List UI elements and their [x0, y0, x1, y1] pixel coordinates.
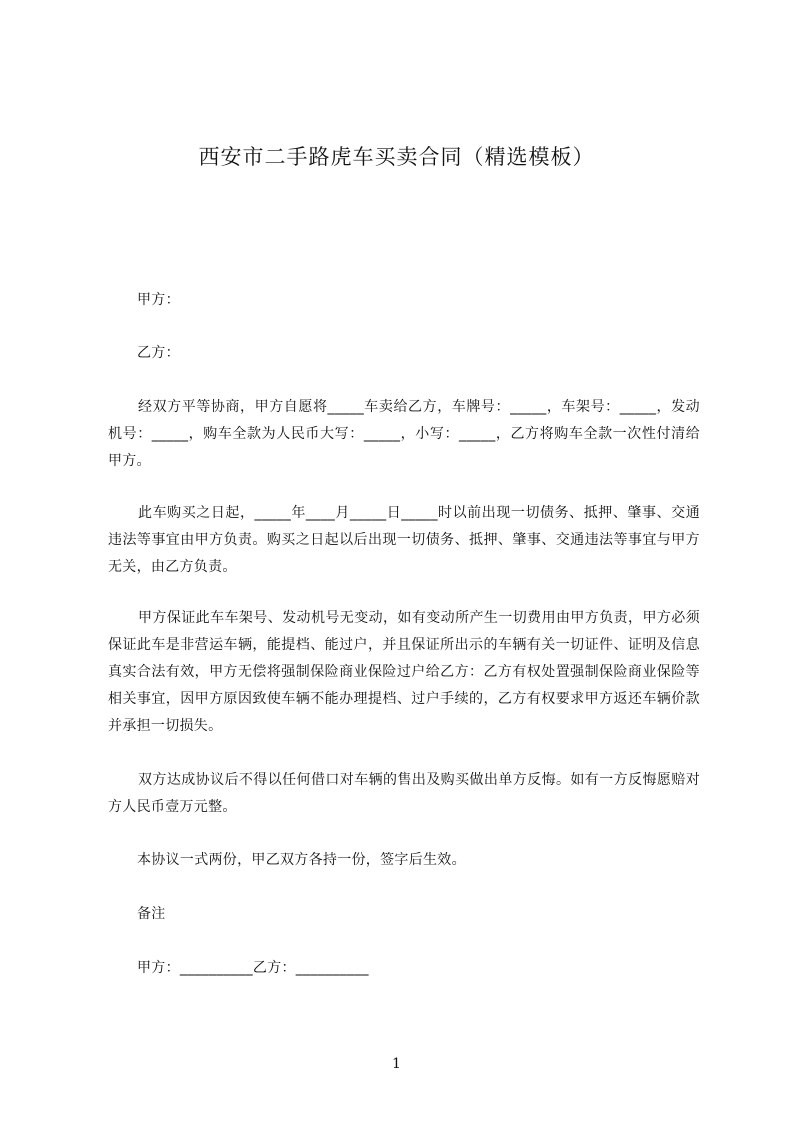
- signature-line: 甲方：__________乙方：__________: [137, 960, 369, 976]
- clause-effective: 本协议一式两份，甲乙双方各持一份，签字后生效。: [137, 852, 466, 868]
- remark-label: 备注: [137, 906, 166, 922]
- party-a-line: 甲方：: [137, 292, 180, 308]
- page-number: 1: [392, 1056, 401, 1072]
- clause-seller-guarantee: 甲方保证此车车架号、发动机号无变动，如有变动所产生一切费用由甲方负责，甲方必须保证此车是非营运车辆，能提档、能过户，并且保证所出示的车辆有关一切证件、证明及信息真实合法有效，甲方无偿将强制保险商业保险过户给乙方：乙方有权处置强制保险商业保险等相关事宜，因甲方原因致使车辆不能办理提档、过户手续的，乙方有权要求甲方返还车辆价款并承担一切损失。: [108, 610, 700, 734]
- party-b-line: 乙方：: [137, 345, 180, 361]
- clause-no-regret: 双方达成协议后不得以任何借口对车辆的售出及购买做出单方反悔。如有一方反悔愿赔对方人民币壹万元整。: [108, 772, 700, 815]
- clause-transfer-details: 经双方平等协商，甲方自愿将_____车卖给乙方，车牌号：_____，车架号：_____，发动机号：_____，购车全款为人民币大写：_____，小写：_____，乙方将购车全款一次性付清给甲方。: [108, 399, 700, 469]
- page-title: 西安市二手路虎车买卖合同（精选模板）: [198, 145, 595, 169]
- clause-liability-date: 此车购买之日起，_____年____月_____日_____时以前出现一切债务、抵押、肇事、交通违法等事宜由甲方负责。购买之日起以后出现一切债务、抵押、肇事、交通违法等事宜与甲方无关，由乙方负责。: [108, 505, 700, 575]
